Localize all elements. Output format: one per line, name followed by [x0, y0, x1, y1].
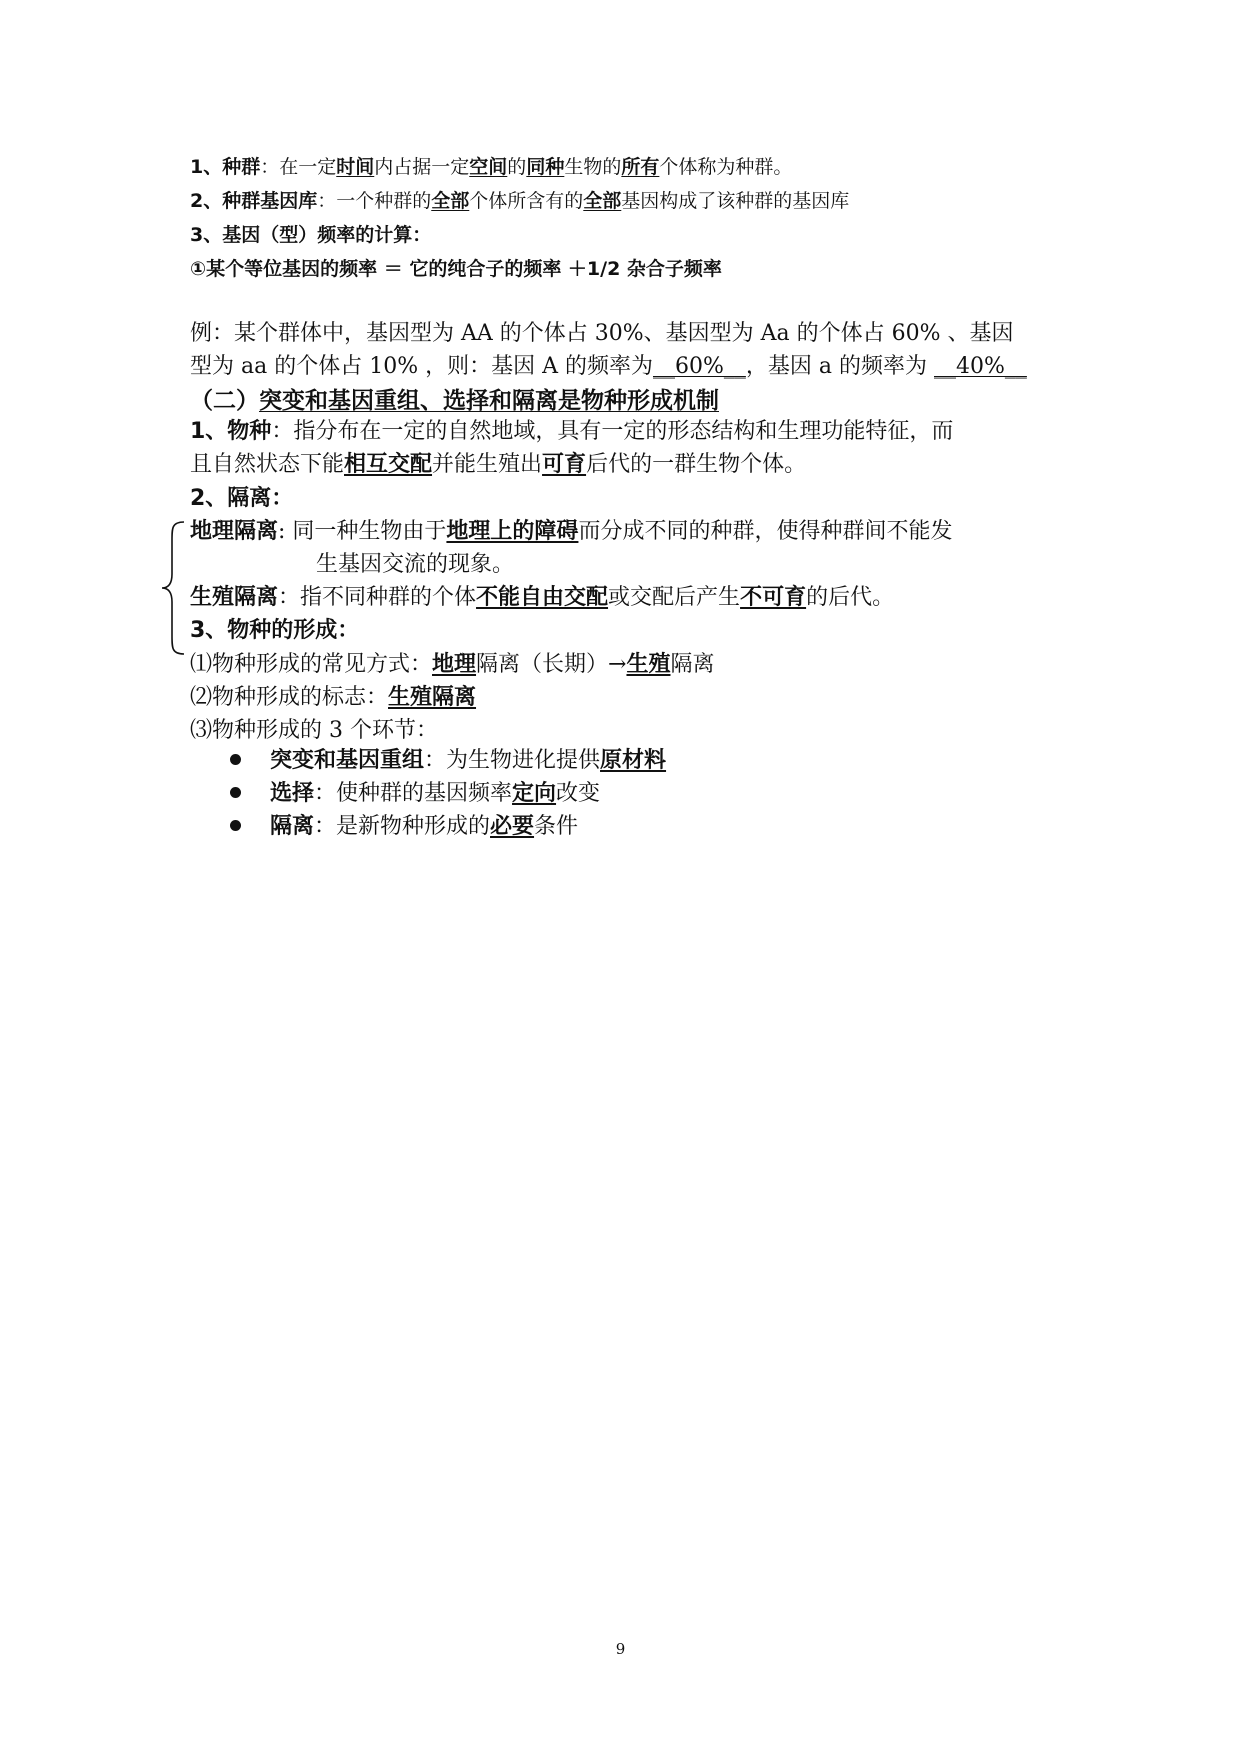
answer-blank: __60%__: [652, 354, 746, 379]
geographic-isolation-cont: 生基因交流的现象。: [316, 552, 515, 577]
keyword: 生殖: [626, 652, 671, 677]
formation-point-3: ⑶物种形成的 3 个环节：: [190, 718, 438, 743]
heading-frequency-calc: 3、基因（型）频率的计算：: [190, 224, 432, 246]
text: ：是新物种形成的: [314, 814, 491, 839]
formation-point-2: [190, 680, 476, 711]
definition-population: [190, 152, 792, 179]
definition-species-2: [190, 447, 806, 478]
text: ⑴物种形成的常见方式：: [190, 652, 433, 677]
bullet-icon: [230, 820, 241, 831]
term-label: 地理隔离: [190, 519, 279, 544]
keyword: 地理上的障碍: [446, 519, 579, 544]
bullet-icon: [230, 787, 241, 798]
keyword: 不能自由交配: [476, 585, 609, 610]
text: 的后代。: [806, 585, 895, 610]
bullet-label: 隔离: [270, 814, 315, 839]
formation-point-1: [190, 647, 715, 678]
text: ⑵物种形成的标志：: [190, 685, 389, 710]
definition-species-1: [190, 414, 953, 445]
text: 个体所含有的: [469, 190, 584, 212]
keyword: 生殖隔离: [388, 685, 477, 710]
term-label: 2、种群基因库: [190, 190, 318, 212]
text: ：指分布在一定的自然地域，具有一定的形态结构和生理功能特征，而: [271, 419, 954, 444]
definition-gene-pool: [190, 186, 849, 213]
page-number: 9: [615, 1640, 626, 1658]
example-line-1: 例：某个群体中，基因型为 AA 的个体占 30%、基因型为 Aa 的个体占 60% 、基因: [190, 321, 1014, 346]
list-item: [270, 809, 578, 840]
text: ：为生物进化提供: [424, 748, 601, 773]
keyword: 空间: [469, 156, 508, 178]
formula: ①某个等位基因的频率 ＝ 它的纯合子的频率 ＋1/2 杂合子频率: [190, 258, 722, 280]
text: 隔离（长期）→: [476, 652, 627, 677]
keyword: 同种: [526, 156, 565, 178]
list-item: [270, 743, 666, 774]
reproductive-isolation: [190, 580, 894, 611]
geographic-isolation: [190, 514, 952, 545]
keyword: 全部: [431, 190, 470, 212]
keyword: 时间: [336, 156, 375, 178]
text: 基因构成了该种群的基因库: [621, 190, 850, 212]
keyword: 所有: [621, 156, 660, 178]
text: 内占据一定: [374, 156, 470, 178]
text: : 同一种生物由于: [278, 519, 447, 544]
section-heading: [190, 382, 719, 415]
text: ：使种群的基因频率: [314, 781, 513, 806]
section-title: 突变和基因重组、选择和隔离是物种形成机制: [259, 388, 719, 414]
text: 且自然状态下能: [190, 452, 345, 477]
keyword: 原材料: [600, 748, 667, 773]
bullet-icon: [230, 754, 241, 765]
text: 而分成不同的种群，使得种群间不能发: [578, 519, 953, 544]
text: ：在一定: [260, 156, 337, 178]
term-label: 1、物种: [190, 419, 272, 444]
text: 后代的一群生物个体。: [586, 452, 807, 477]
text: 改变: [556, 781, 601, 806]
text: ：指不同种群的个体: [278, 585, 477, 610]
bullet-label: 选择: [270, 781, 315, 806]
heading-formation: 3、物种的形成：: [190, 618, 360, 643]
text: 型为 aa 的个体占 10% ，则：基因 A 的频率为: [190, 354, 653, 379]
example-line-2: [190, 349, 1027, 380]
text: 隔离: [670, 652, 715, 677]
text: 个体称为种群。: [659, 156, 793, 178]
text: 生物的: [564, 156, 622, 178]
text: ：一个种群的: [317, 190, 432, 212]
keyword: 必要: [490, 814, 535, 839]
keyword: 定向: [512, 781, 557, 806]
text: ，基因 a 的频率为: [745, 354, 934, 379]
keyword: 可育: [542, 452, 587, 477]
text: 或交配后产生: [608, 585, 741, 610]
answer-blank: __40%__: [934, 354, 1027, 379]
heading-isolation: 2、隔离：: [190, 486, 294, 511]
keyword: 不可育: [740, 585, 807, 610]
term-label: 生殖隔离: [190, 585, 279, 610]
keyword: 全部: [583, 190, 622, 212]
text: 条件: [534, 814, 579, 839]
curly-brace-icon: [160, 518, 188, 658]
text: 的: [507, 156, 527, 178]
keyword: 相互交配: [344, 452, 433, 477]
term-label: 1、种群: [190, 156, 261, 178]
keyword: 地理: [432, 652, 477, 677]
bullet-label: 突变和基因重组: [270, 748, 425, 773]
text: 并能生殖出: [432, 452, 543, 477]
section-prefix: （二）: [190, 388, 259, 414]
list-item: [270, 776, 600, 807]
